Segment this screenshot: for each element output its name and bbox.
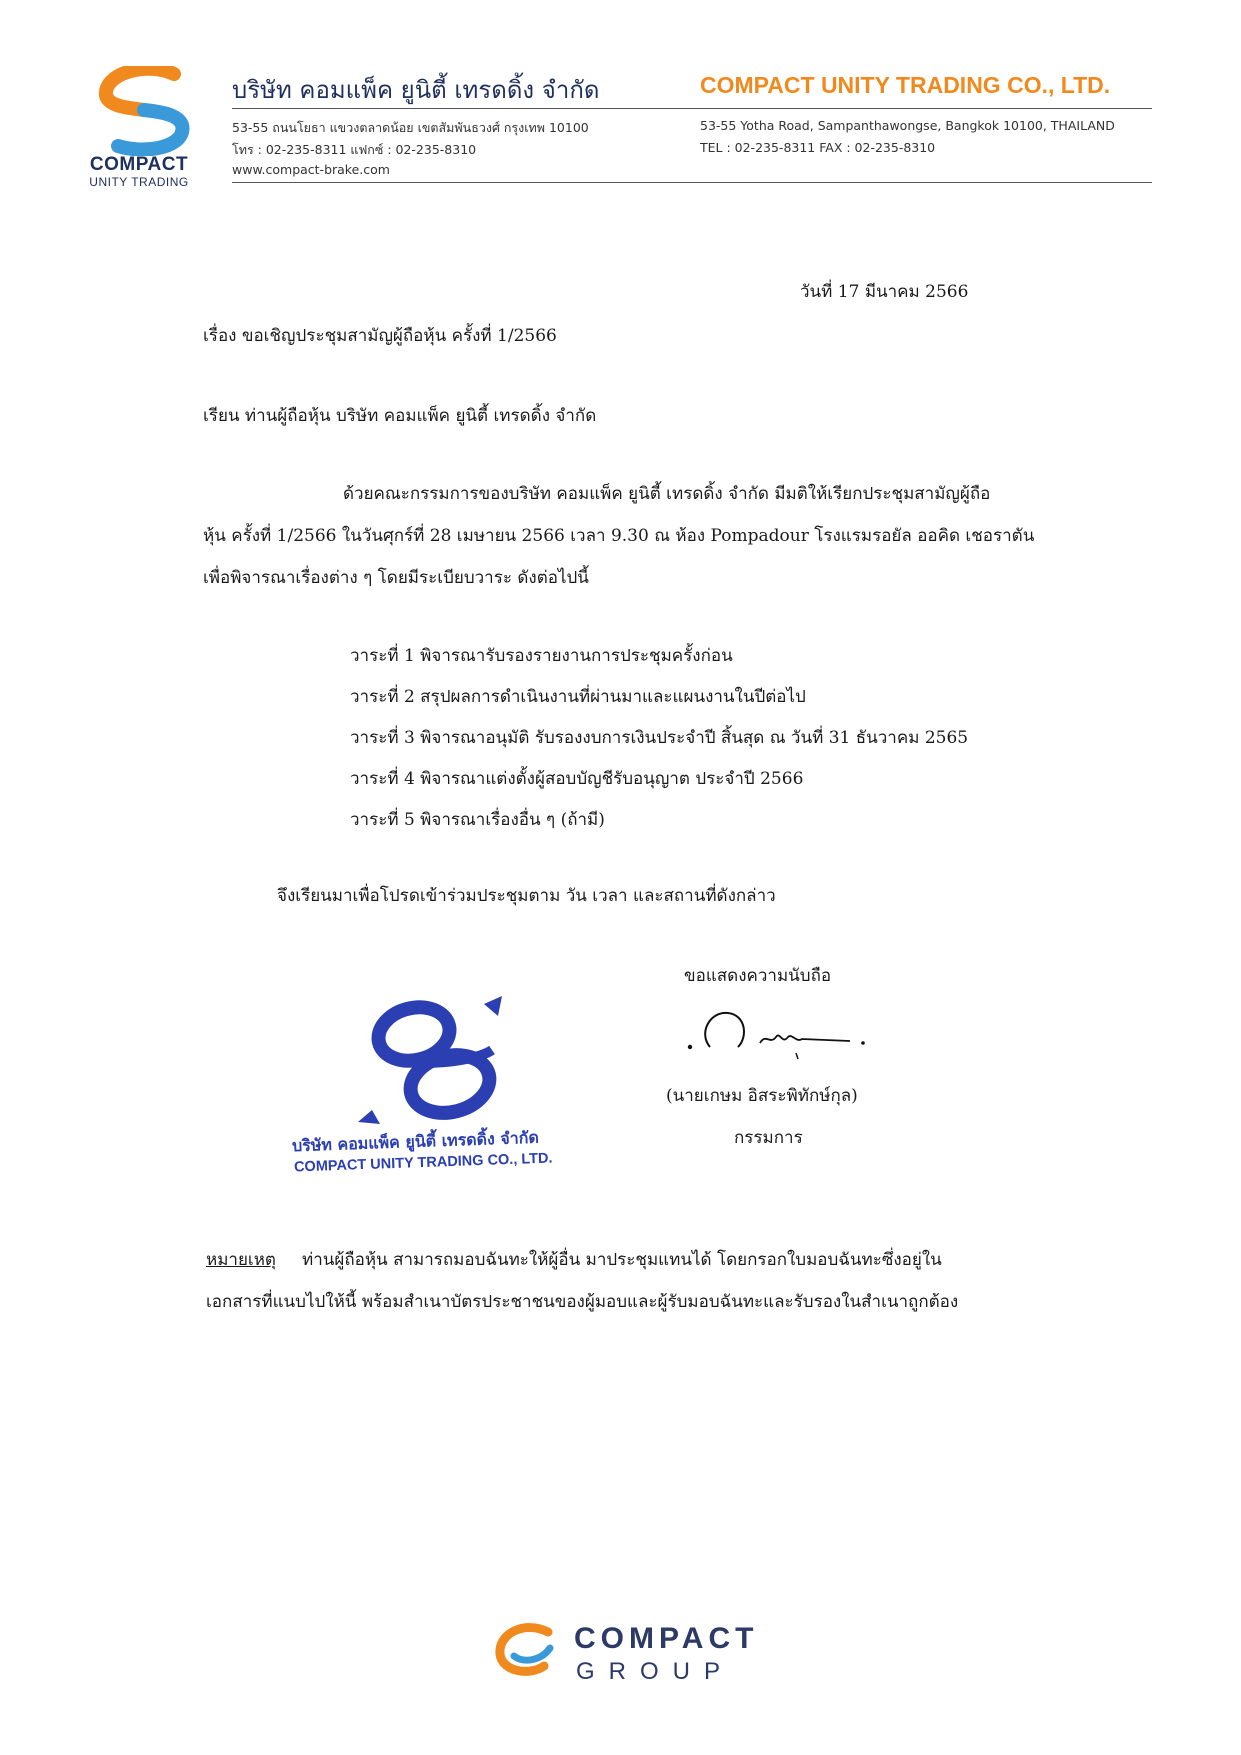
stamp-company-name-english: COMPACT UNITY TRADING CO., LTD.: [293, 1150, 553, 1176]
company-logo: [88, 66, 200, 156]
agenda-item: วาระที่ 1 พิจารณารับรองรายงานการประชุมครั้งก่อน: [350, 646, 733, 666]
body-line: เพื่อพิจารณาเรื่องต่าง ๆ โดยมีระเบียบวาระ ดังต่อไปนี้: [203, 568, 589, 588]
letter-date: วันที่ 17 มีนาคม 2566: [800, 282, 969, 302]
letter-subject: เรื่อง ขอเชิญประชุมสามัญผู้ถือหุ้น ครั้งที่ 1/2566: [203, 326, 557, 346]
signer-name: (นายเกษม อิสระพิทักษ์กุล): [666, 1086, 858, 1106]
handwritten-signature: [680, 1003, 870, 1063]
note-label: หมายเหตุ: [206, 1250, 276, 1270]
address-thai: 53-55 ถนนโยธา แขวงตลาดน้อย เขตสัมพันธวงศ์ กรุงเทพ 10100: [232, 120, 589, 135]
phone-english: TEL : 02-235-8311 FAX : 02-235-8310: [700, 140, 936, 155]
note-line: ท่านผู้ถือหุ้น สามารถมอบฉันทะให้ผู้อื่น มาประชุมแทนได้ โดยกรอกใบมอบฉันทะซึ่งอยู่ใน: [302, 1250, 942, 1270]
address-english: 53-55 Yotha Road, Sampanthawongse, Bangkok 10100, THAILAND: [700, 118, 1115, 133]
closing-line: จึงเรียนมาเพื่อโปรดเข้าร่วมประชุมตาม วัน เวลา และสถานที่ดังกล่าว: [277, 886, 776, 906]
letter-salutation: เรียน ท่านผู้ถือหุ้น บริษัท คอมแพ็ค ยูนิตี้ เทรดดิ้ง จำกัด: [203, 406, 597, 426]
agenda-item: วาระที่ 2 สรุปผลการดำเนินงานที่ผ่านมาและแผนงานในปีต่อไป: [350, 687, 806, 707]
company-name-thai: บริษัท คอมแพ็ค ยูนิตี้ เทรดดิ้ง จำกัด: [232, 76, 600, 104]
logo-subtitle: UNITY TRADING: [89, 175, 189, 189]
footer-logo-group: GROUP: [576, 1658, 735, 1685]
logo-wordmark: COMPACT: [89, 154, 189, 175]
regards-line: ขอแสดงความนับถือ: [684, 966, 832, 986]
company-stamp-mark: [352, 990, 522, 1130]
website-link[interactable]: www.compact-brake.com: [232, 162, 390, 177]
compact-group-logo-icon: [494, 1620, 564, 1680]
agenda-item: วาระที่ 3 พิจารณาอนุมัติ รับรองงบการเงินประจำปี สิ้นสุด ณ วันที่ 31 ธันวาคม 2565: [350, 728, 969, 748]
phone-thai: โทร : 02-235-8311 แฟกซ์ : 02-235-8310: [232, 142, 477, 157]
letterhead-divider: [232, 108, 1152, 109]
body-line: หุ้น ครั้งที่ 1/2566 ในวันศุกร์ที่ 28 เมษายน 2566 เวลา 9.30 ณ ห้อง Pompadour โรงแรมรอยัล ออคิด เชอราตัน: [203, 526, 1035, 546]
agenda-item: วาระที่ 4 พิจารณาแต่งตั้งผู้สอบบัญชีรับอนุญาต ประจำปี 2566: [350, 769, 804, 789]
letterhead-bottom-rule: [232, 182, 1152, 183]
agenda-item: วาระที่ 5 พิจารณาเรื่องอื่น ๆ (ถ้ามี): [350, 810, 605, 830]
footer-logo-wordmark: COMPACT: [574, 1622, 759, 1655]
signer-title: กรรมการ: [734, 1128, 803, 1148]
body-line: ด้วยคณะกรรมการของบริษัท คอมแพ็ค ยูนิตี้ เทรดดิ้ง จำกัด มีมติให้เรียกประชุมสามัญผู้ถือ: [343, 484, 991, 504]
company-name-english: COMPACT UNITY TRADING CO., LTD.: [700, 72, 1111, 98]
stamp-company-name-thai: บริษัท คอมแพ็ค ยูนิตี้ เทรดดิ้ง จำกัด: [291, 1127, 540, 1156]
note-line: เอกสารที่แนบไปให้นี้ พร้อมสำเนาบัตรประชาชนของผู้มอบและผู้รับมอบฉันทะและรับรองในสำเนาถูกต้อง: [206, 1292, 959, 1312]
